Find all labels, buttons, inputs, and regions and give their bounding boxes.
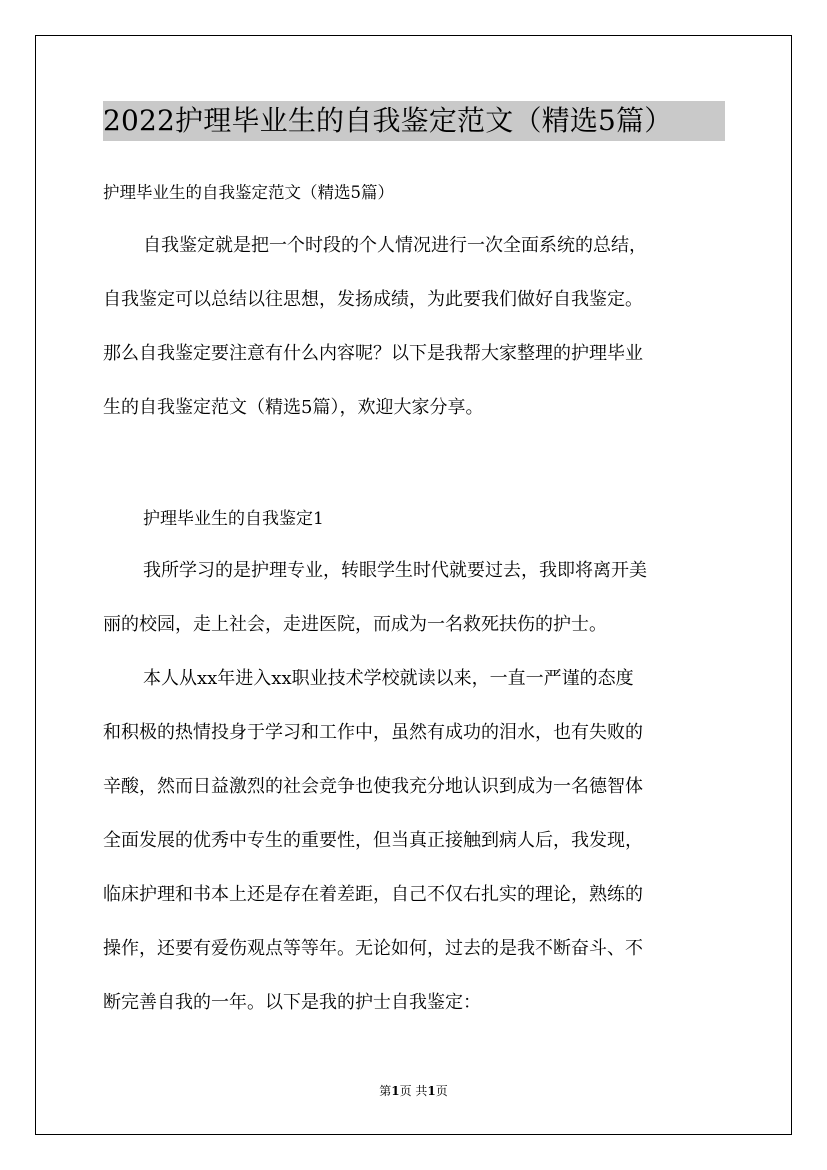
document-title: 2022护理毕业生的自我鉴定范文（精选5篇） (103, 101, 725, 141)
paragraph-2 (103, 652, 728, 1030)
paragraph-1 (103, 544, 728, 652)
intro-line: 生的自我鉴定范文（精选5篇），欢迎大家分享。 (103, 397, 484, 418)
section-heading: 护理毕业生的自我鉴定1 (143, 509, 324, 529)
footer-page-mid: 页 共 (399, 1084, 428, 1098)
paragraph-line: 断完善自我的一年。以下是我的护士自我鉴定： (103, 992, 481, 1013)
paragraph-line: 全面发展的优秀中专生的重要性，但当真正接触到病人后，我发现， (103, 830, 643, 851)
footer-total-pages: 1 (427, 1084, 436, 1098)
paragraph-line: 本人从xx年进入xx职业技术学校就读以来，一直一严谨的态度 (143, 668, 634, 689)
intro-paragraph (103, 219, 728, 435)
intro-line: 自我鉴定可以总结以往思想，发扬成绩，为此要我们做好自我鉴定。 (103, 289, 643, 310)
paragraph-line: 临床护理和书本上还是存在着差距，自己不仅右扎实的理论，熟练的 (103, 884, 643, 905)
paragraph-line: 我所学习的是护理专业，转眼学生时代就要过去，我即将离开美 (143, 560, 647, 581)
footer-page-suffix: 页 (435, 1084, 448, 1098)
page-footer (0, 1081, 827, 1101)
intro-line: 那么自我鉴定要注意有什么内容呢？以下是我帮大家整理的护理毕业 (103, 343, 643, 364)
footer-page-prefix: 第 (379, 1084, 392, 1098)
intro-line: 自我鉴定就是把一个时段的个人情况进行一次全面系统的总结， (143, 235, 647, 256)
document-subtitle: 护理毕业生的自我鉴定范文（精选5篇） (103, 183, 394, 202)
paragraph-line: 和积极的热情投身于学习和工作中，虽然有成功的泪水，也有失败的 (103, 722, 643, 743)
paragraph-line: 操作，还要有爱伤观点等等年。无论如何，过去的是我不断奋斗、不 (103, 938, 643, 959)
paragraph-line: 辛酸，然而日益激烈的社会竞争也使我充分地认识到成为一名德智体 (103, 776, 643, 797)
paragraph-line: 丽的校园，走上社会，走进医院，而成为一名救死扶伤的护士。 (103, 614, 607, 635)
footer-page-number: 1 (391, 1084, 400, 1098)
